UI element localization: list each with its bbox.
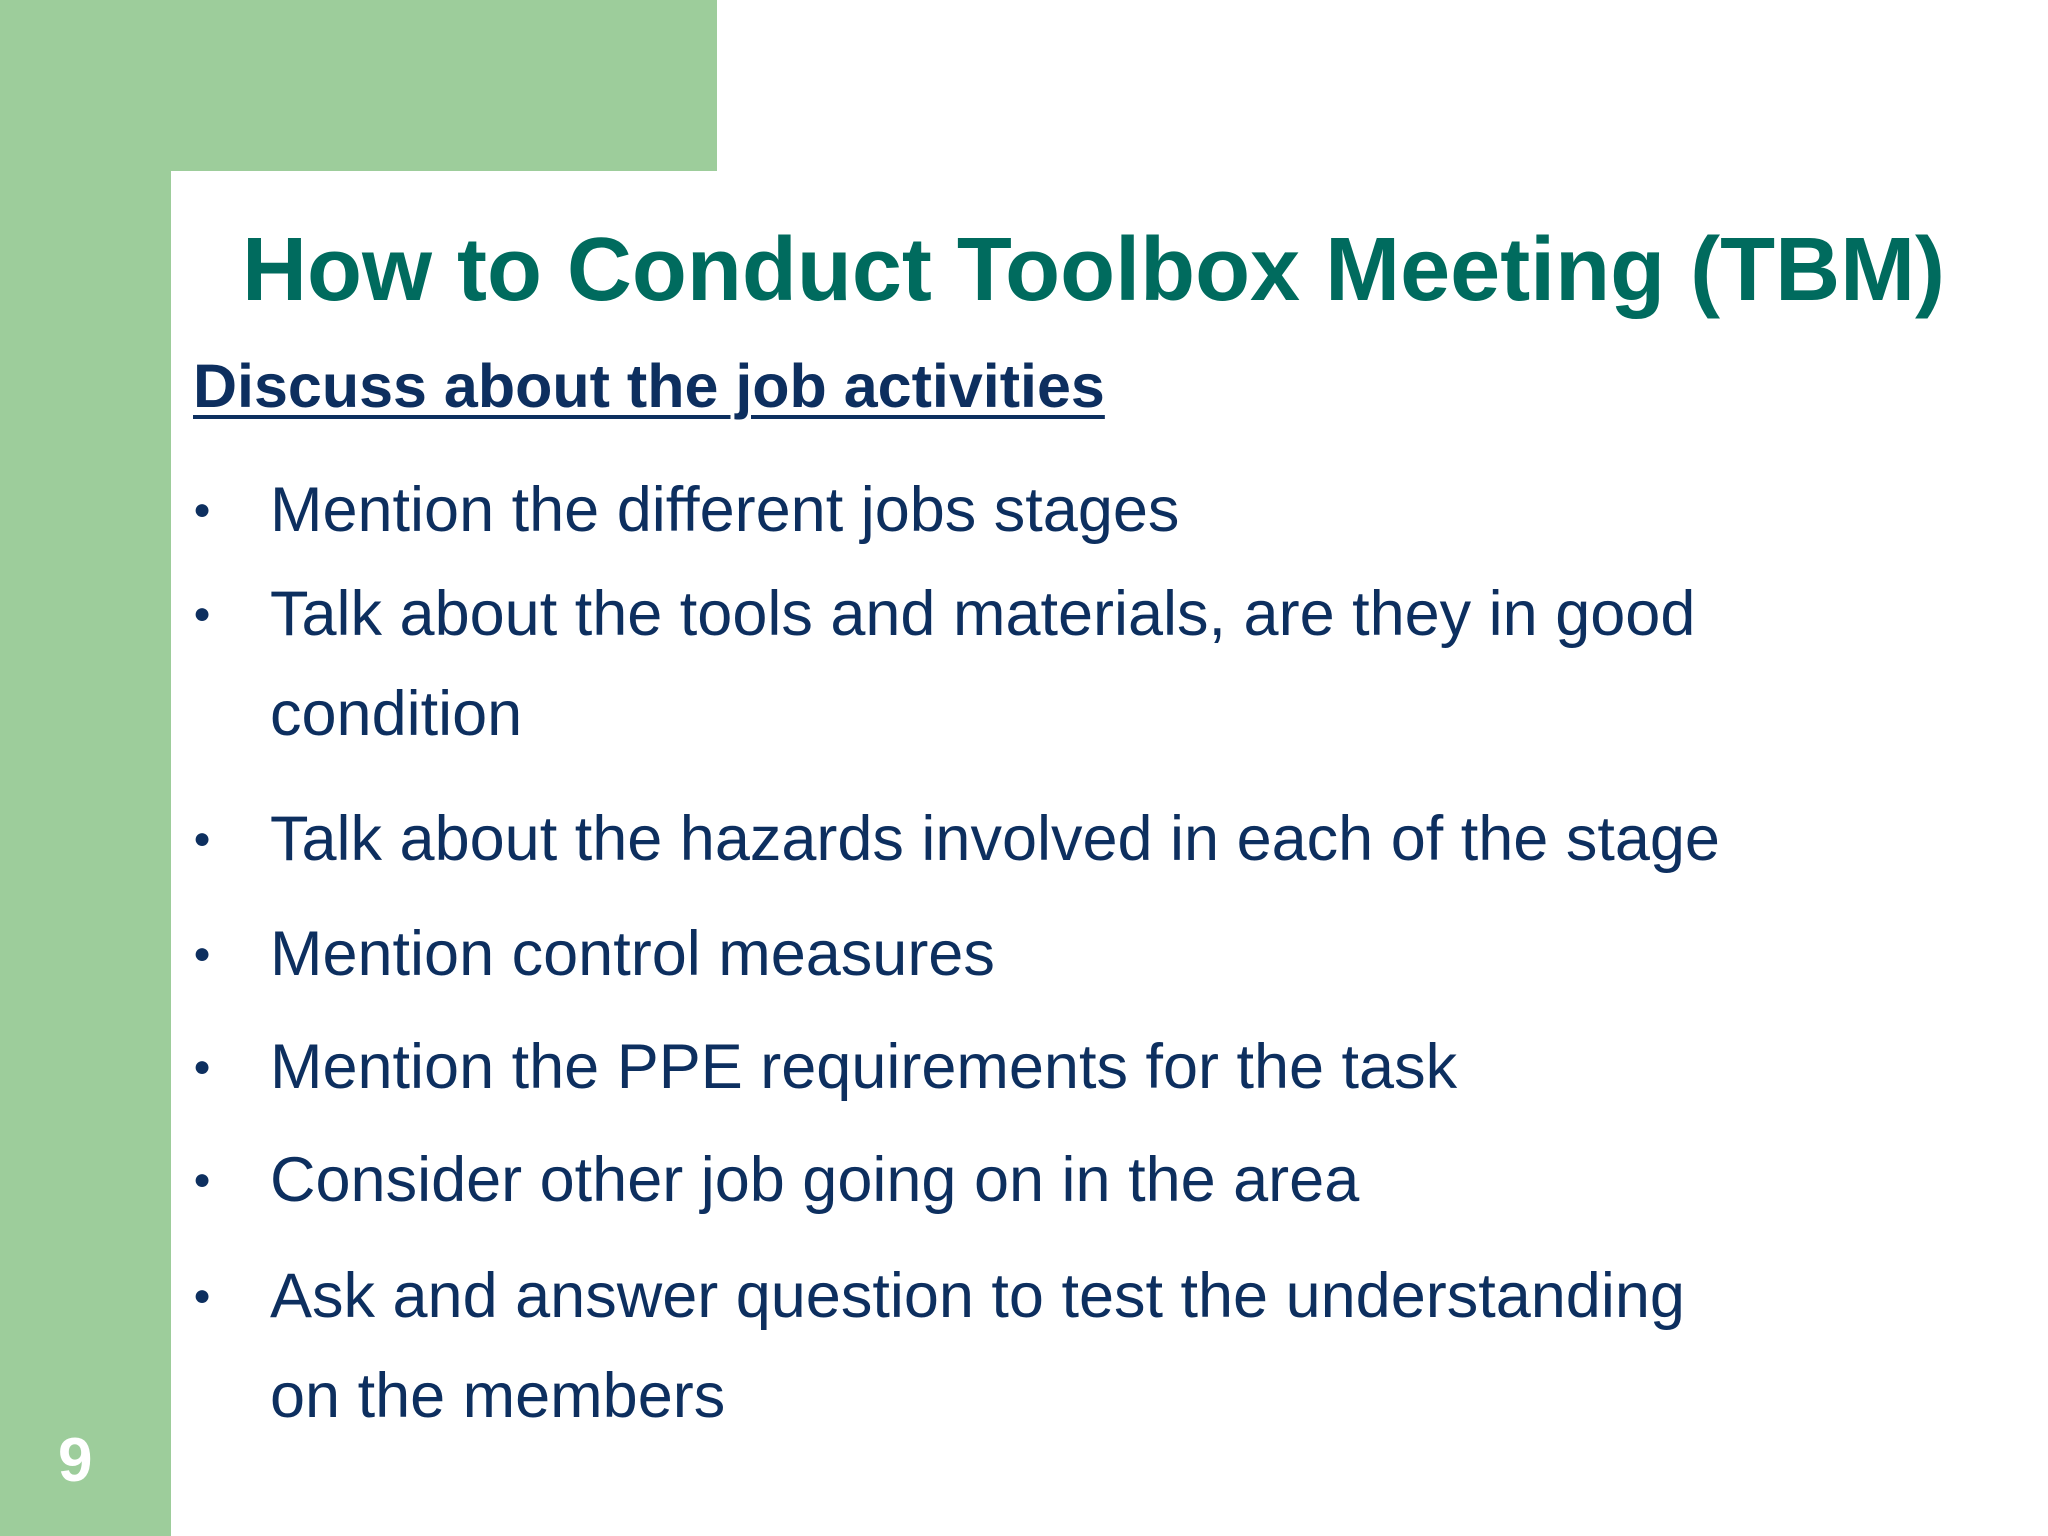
bullet-dot-icon: ● xyxy=(193,597,212,630)
slide-title: How to Conduct Toolbox Meeting (TBM) xyxy=(242,220,1946,320)
bullet-dot-icon: ● xyxy=(193,1163,212,1196)
bullet-dot-icon: ● xyxy=(193,1279,212,1312)
bullet-text: Talk about the tools and materials, are they in good condition xyxy=(270,579,1696,749)
bullet-dot-icon: ● xyxy=(193,937,212,970)
left-green-sidebar xyxy=(0,0,171,1536)
bullet-text: Talk about the hazards involved in each of the stage xyxy=(270,804,1720,874)
bullet-text: Mention the different jobs stages xyxy=(270,475,1180,545)
top-green-band xyxy=(0,0,717,171)
bullet-text: Mention control measures xyxy=(270,919,995,989)
section-heading: Discuss about the job activities xyxy=(193,352,1105,420)
bullet-dot-icon: ● xyxy=(193,822,212,855)
bullet-text: Consider other job going on in the area xyxy=(270,1145,1360,1215)
slide-page-number: 9 xyxy=(58,1426,93,1495)
bullet-text: Mention the PPE requirements for the task xyxy=(270,1032,1458,1102)
bullet-dot-icon: ● xyxy=(193,1050,212,1083)
bullet-dot-icon: ● xyxy=(193,493,212,526)
bullet-text: Ask and answer question to test the understanding on the members xyxy=(270,1261,1685,1431)
